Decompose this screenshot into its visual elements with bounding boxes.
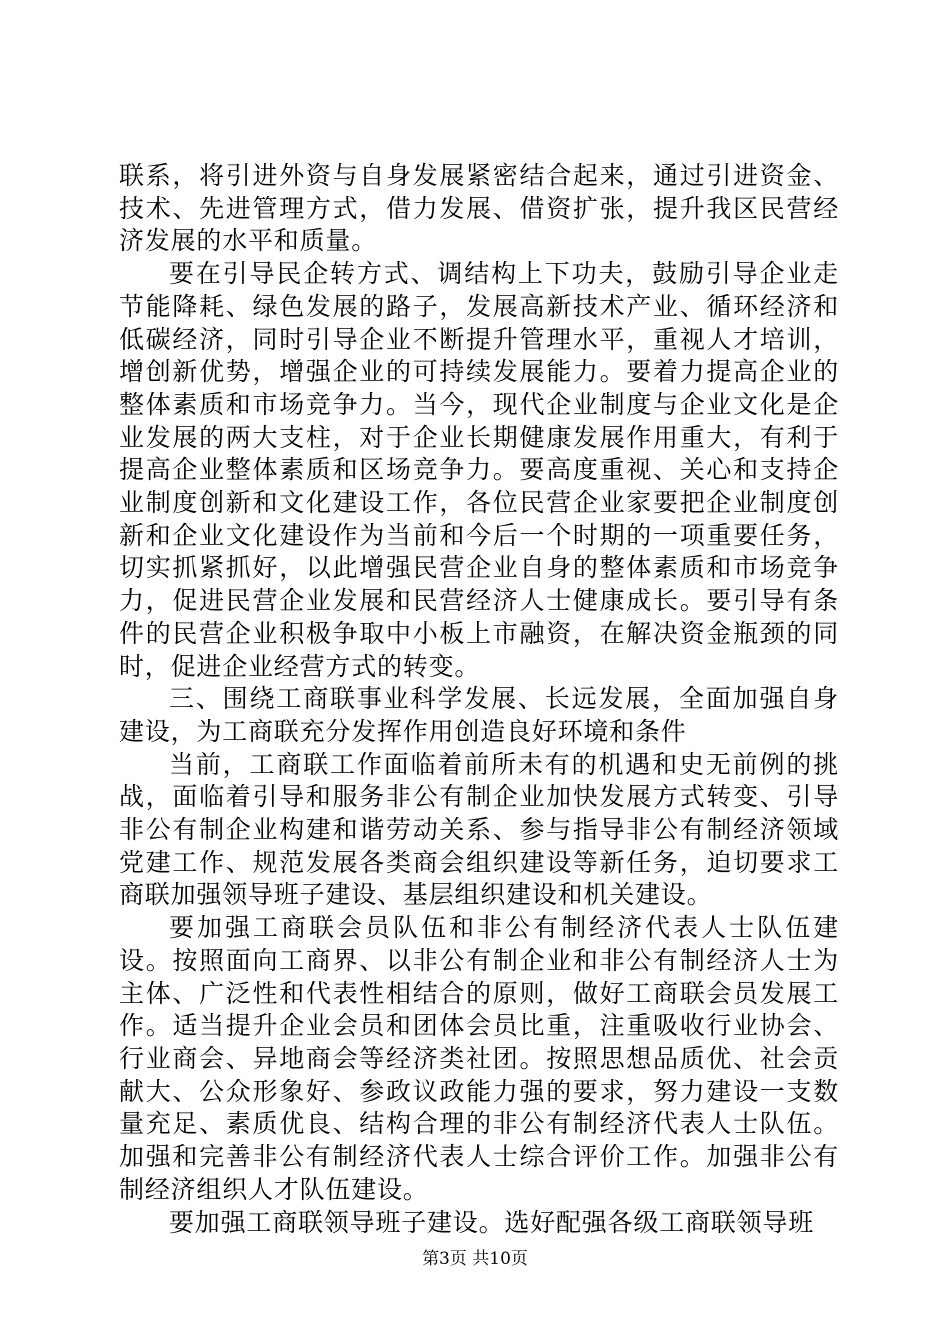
paragraph-4: 当前，工商联工作面临着前所未有的机遇和史无前例的挑战，面临着引导和服务非公有制企业加快发展方式转变、引导非公有制企业构建和谐劳动关系、参与指导非公有制经济领域党建工作、规范发展各类商会组织建设等新任务，迫切要求工商联加强领导班子建设、基层组织建设和机关建设。 <box>119 749 839 910</box>
paragraph-5: 要加强工商联会员队伍和非公有制经济代表人士队伍建设。按照面向工商界、以非公有制企业和非公有制经济人士为主体、广泛性和代表性相结合的原则，做好工商联会员发展工作。适当提升企业会员和团体会员比重，注重吸收行业协会、行业商会、异地商会等经济类社团。按照思想品质优、社会贡献大、公众形象好、参政议政能力强的要求，努力建设一支数量充足、素质优良、结构合理的非公有制经济代表人士队伍。加强和完善非公有制经济代表人士综合评价工作。加强非公有制经济组织人才队伍建设。 <box>119 913 839 1204</box>
paragraph-6: 要加强工商联领导班子建设。选好配强各级工商联领导班 <box>169 1207 815 1237</box>
paragraph-2: 要在引导民企转方式、调结构上下功夫，鼓励引导企业走节能降耗、绿色发展的路子，发展高新技术产业、循环经济和低碳经济，同时引导企业不断提升管理水平，重视人才培训，增创新优势，增强企业的可持续发展能力。要着力提高企业的整体素质和市场竞争力。当今，现代企业制度与企业文化是企业发展的两大支柱，对于企业长期健康发展作用重大，有利于提高企业整体素质和区场竞争力。要高度重视、关心和支持企业制度创新和文化建设工作，各位民营企业家要把企业制度创新和企业文化建设作为当前和今后一个时期的一项重要任务，切实抓紧抓好，以此增强民营企业自身的整体素质和市场竞争力，促进民营企业发展和民营经济人士健康成长。要引导有条件的民营企业积极争取中小板上市融资，在解决资金瓶颈的同时，促进企业经营方式的转变。 <box>119 259 839 681</box>
section-heading-3: 三、围绕工商联事业科学发展、长远发展，全面加强自身建设，为工商联充分发挥作用创造良好环境和条件 <box>119 684 839 746</box>
document-body <box>119 160 839 1239</box>
page-footer: 第3页 共10页 <box>422 1249 528 1269</box>
paragraph-1: 联系，将引进外资与自身发展紧密结合起来，通过引进资金、技术、先进管理方式，借力发展、借资扩张，提升我区民营经济发展的水平和质量。 <box>119 161 839 256</box>
